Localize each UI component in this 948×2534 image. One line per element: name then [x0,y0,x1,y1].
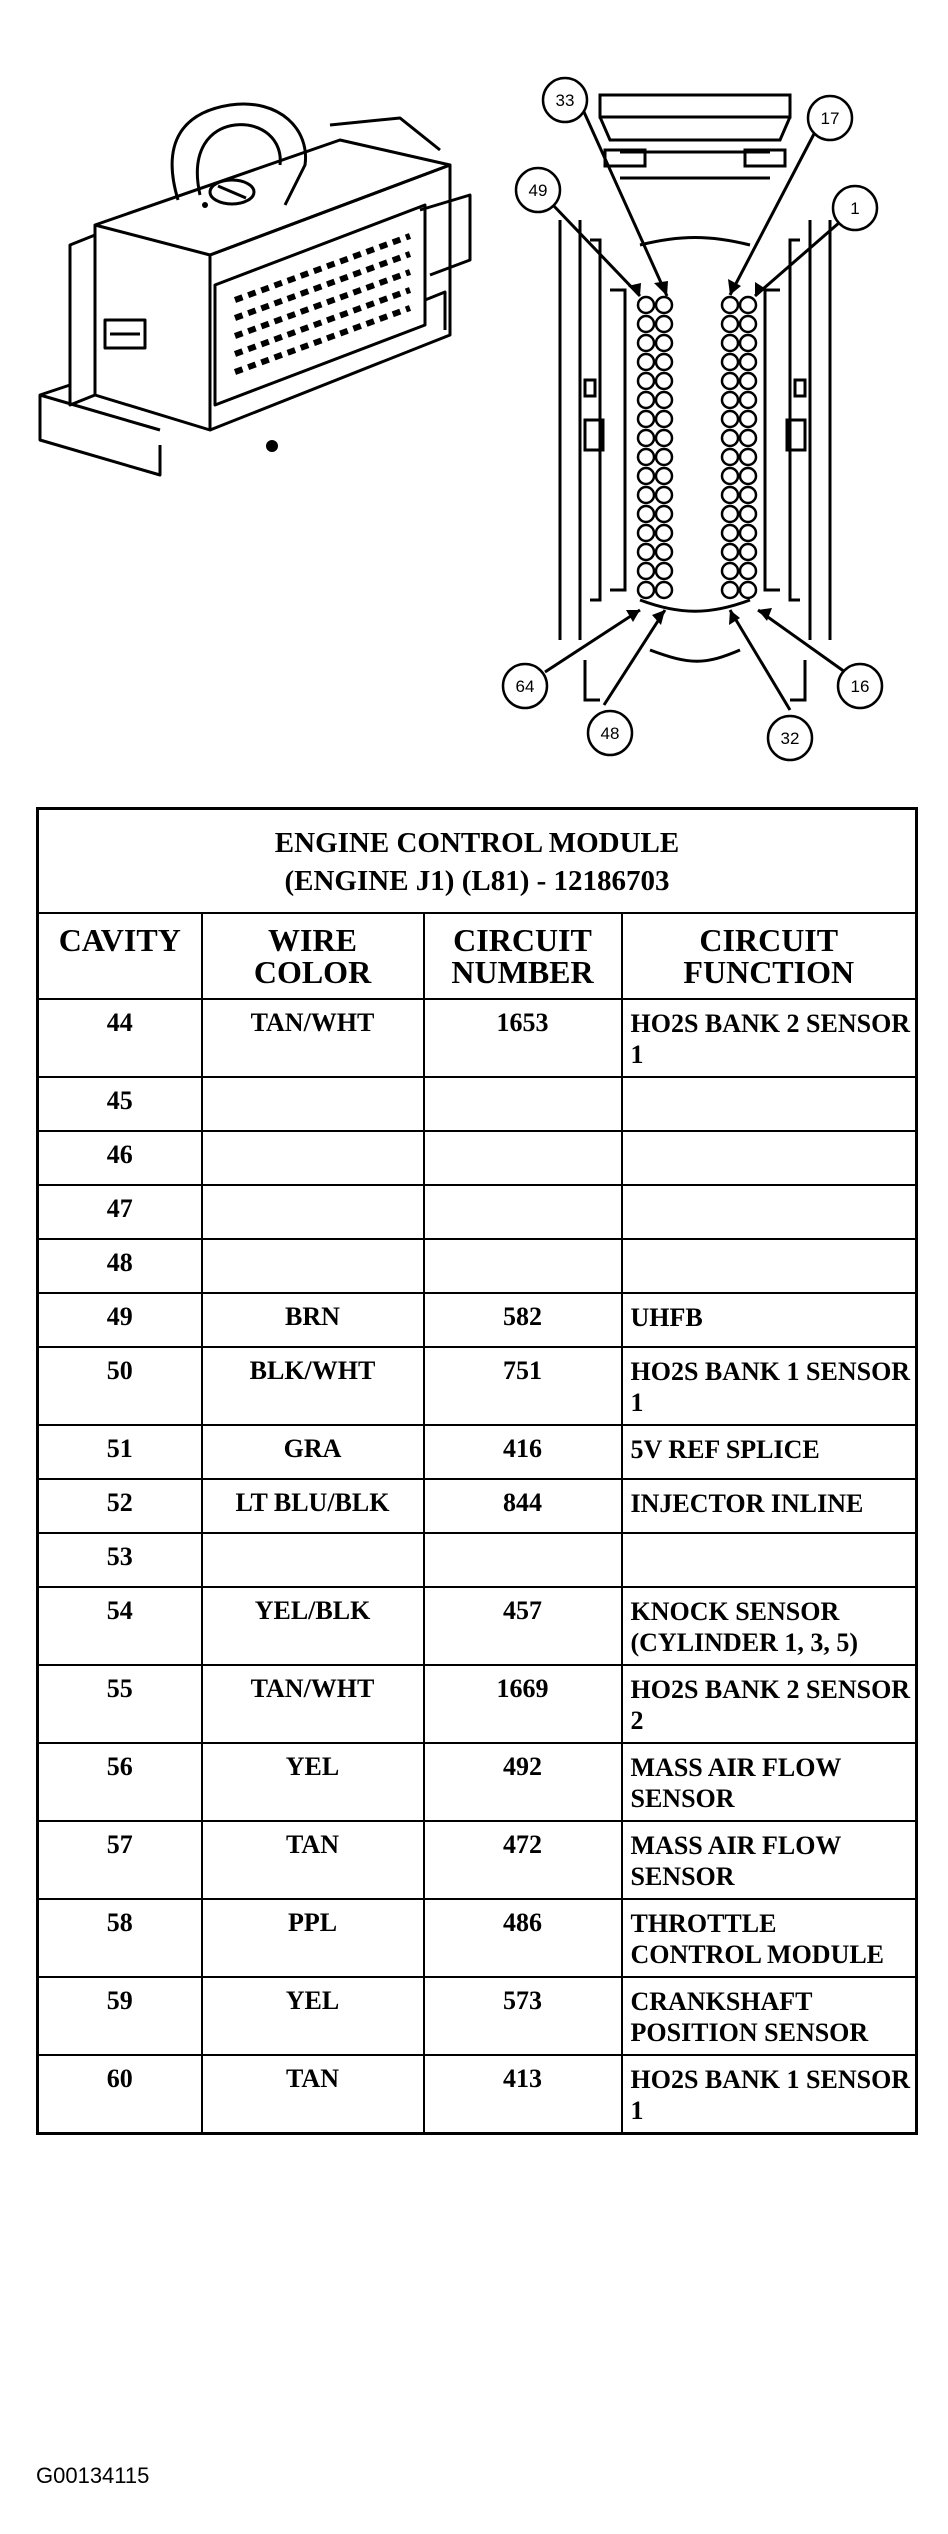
wire-color-cell: YEL [202,1743,424,1821]
pin-callout-48 [588,711,632,755]
pin-callout-33 [543,78,587,122]
circuit-number-cell: 751 [424,1347,622,1425]
cavity-cell: 58 [38,1899,202,1977]
svg-text:49: 49 [528,181,548,200]
pin-callout-64 [503,664,547,708]
cavity-hole [740,582,756,598]
wire-color-cell: BRN [202,1293,424,1347]
cavity-hole [740,544,756,560]
cavity-hole [638,297,654,313]
cavity-hole [638,411,654,427]
circuit-function-cell: HO2S BANK 2 SENSOR 1 [622,999,917,1077]
wire-color-cell: TAN [202,1821,424,1899]
svg-text:1: 1 [850,199,860,218]
cavity-hole [722,373,738,389]
cavity-hole [722,544,738,560]
table-row [38,1293,917,1347]
cavity-hole [638,582,654,598]
pin-callout-17 [808,96,852,140]
cavity-cell: 54 [38,1587,202,1665]
cavity-hole [656,335,672,351]
cavity-hole [656,354,672,370]
circuit-number-cell [424,1239,622,1293]
circuit-number-cell: 573 [424,1977,622,2055]
circuit-function-cell: MASS AIR FLOW SENSOR [622,1821,917,1899]
cavity-cell: 48 [38,1239,202,1293]
cavity-hole [656,582,672,598]
pin-callout-32 [768,716,812,760]
cavity-cell: 51 [38,1425,202,1479]
circuit-function-cell: CRANKSHAFT POSITION SENSOR [622,1977,917,2055]
cavity-hole [656,316,672,332]
cavity-hole [722,354,738,370]
circuit-function-cell: INJECTOR INLINE [622,1479,917,1533]
cavity-hole [656,430,672,446]
table-row [38,1131,917,1185]
table-title-line-1: ENGINE CONTROL MODULE [274,827,680,859]
table-body [38,999,917,2134]
cavity-hole [656,506,672,522]
cavity-hole [722,316,738,332]
header-circuit-number: CIRCUIT NUMBER [424,913,622,999]
header-circuit-function: CIRCUIT FUNCTION [622,913,917,999]
cavity-hole [656,544,672,560]
cavity-cell: 50 [38,1347,202,1425]
connector-illustration [0,0,948,790]
cavity-hole [638,563,654,579]
cavity-cell: 44 [38,999,202,1077]
wire-color-cell [202,1239,424,1293]
cavity-cell: 59 [38,1977,202,2055]
svg-text:64: 64 [515,677,535,696]
cavity-hole [722,563,738,579]
cavity-hole [740,411,756,427]
header-wire-color: WIRE COLOR [202,913,424,999]
cavity-hole [740,525,756,541]
cavity-cell: 53 [38,1533,202,1587]
table-row [38,1587,917,1665]
circuit-number-cell [424,1533,622,1587]
cavity-cell: 49 [38,1293,202,1347]
cavity-cell: 60 [38,2055,202,2134]
cavity-hole [740,373,756,389]
cavity-cell: 57 [38,1821,202,1899]
wire-color-cell: TAN/WHT [202,1665,424,1743]
cavity-hole [638,449,654,465]
cavity-hole [656,411,672,427]
wire-color-cell: PPL [202,1899,424,1977]
wire-color-cell: LT BLU/BLK [202,1479,424,1533]
cavity-hole [740,449,756,465]
wire-color-cell: TAN [202,2055,424,2134]
circuit-function-cell: THROTTLE CONTROL MODULE [622,1899,917,1977]
table-row [38,1665,917,1743]
cavity-hole [740,487,756,503]
cavity-hole [656,468,672,484]
pin-leader-lines [545,112,845,710]
circuit-number-cell: 416 [424,1425,622,1479]
table-row [38,1239,917,1293]
cavity-hole [638,316,654,332]
circuit-number-cell: 1669 [424,1665,622,1743]
circuit-number-cell: 1653 [424,999,622,1077]
circuit-function-cell: HO2S BANK 1 SENSOR 1 [622,1347,917,1425]
svg-text:16: 16 [850,677,870,696]
circuit-function-cell [622,1131,917,1185]
wire-color-cell: TAN/WHT [202,999,424,1077]
cavity-cell: 52 [38,1479,202,1533]
circuit-number-cell [424,1077,622,1131]
table-row [38,1077,917,1131]
connector-face-drawing [560,95,830,700]
circuit-number-cell: 472 [424,1821,622,1899]
cavity-hole [740,335,756,351]
cavity-cell: 46 [38,1131,202,1185]
cavity-hole [722,297,738,313]
cavity-hole [722,392,738,408]
cavity-cell: 55 [38,1665,202,1743]
cavity-hole [722,468,738,484]
cavity-hole [722,506,738,522]
cavity-hole [722,411,738,427]
cavity-hole [722,335,738,351]
circuit-function-cell: HO2S BANK 2 SENSOR 2 [622,1665,917,1743]
cavity-hole [740,297,756,313]
svg-text:17: 17 [820,109,840,128]
pin-callout-16 [838,664,882,708]
cavity-hole [656,392,672,408]
table-row [38,1977,917,2055]
circuit-number-cell: 844 [424,1479,622,1533]
circuit-number-cell: 486 [424,1899,622,1977]
cavity-hole [656,487,672,503]
wire-color-cell: GRA [202,1425,424,1479]
connector-cavities [638,297,756,598]
cavity-hole [638,544,654,560]
wire-color-cell: YEL/BLK [202,1587,424,1665]
document-id: G00134115 [36,2463,150,2488]
cavity-hole [740,468,756,484]
header-cavity: CAVITY [38,913,202,999]
svg-text:33: 33 [555,91,575,110]
cavity-hole [638,335,654,351]
cavity-hole [656,525,672,541]
table-row [38,1533,917,1587]
cavity-hole [722,487,738,503]
cavity-hole [638,392,654,408]
wire-color-cell: YEL [202,1977,424,2055]
circuit-function-cell: MASS AIR FLOW SENSOR [622,1743,917,1821]
cavity-hole [656,563,672,579]
cavity-hole [638,487,654,503]
cavity-hole [722,449,738,465]
wire-color-cell [202,1131,424,1185]
pin-callout-1 [833,186,877,230]
table-row [38,1185,917,1239]
circuit-function-cell [622,1185,917,1239]
wire-color-cell [202,1185,424,1239]
circuit-number-cell: 582 [424,1293,622,1347]
circuit-function-cell: HO2S BANK 1 SENSOR 1 [622,2055,917,2134]
cavity-hole [638,430,654,446]
cavity-hole [656,449,672,465]
circuit-function-cell [622,1077,917,1131]
wire-color-cell [202,1077,424,1131]
cavity-hole [638,506,654,522]
table-title [38,809,917,914]
circuit-function-cell [622,1239,917,1293]
pin-callout-49 [516,168,560,212]
table-row [38,1743,917,1821]
cavity-hole [740,563,756,579]
cavity-hole [656,373,672,389]
cavity-cell: 56 [38,1743,202,1821]
table-row [38,1347,917,1425]
table-row [38,1479,917,1533]
cavity-hole [740,506,756,522]
cavity-hole [740,354,756,370]
circuit-number-cell [424,1131,622,1185]
circuit-number-cell: 413 [424,2055,622,2134]
table-row [38,1899,917,1977]
circuit-function-cell: UHFB [622,1293,917,1347]
cavity-hole [722,525,738,541]
table-row [38,2055,917,2134]
circuit-number-cell: 457 [424,1587,622,1665]
table-row [38,1821,917,1899]
table-row [38,999,917,1077]
cavity-hole [740,316,756,332]
cavity-hole [638,354,654,370]
svg-text:32: 32 [780,729,800,748]
wire-color-cell [202,1533,424,1587]
table-row [38,1425,917,1479]
cavity-hole [740,430,756,446]
cavity-hole [638,525,654,541]
cavity-hole [722,430,738,446]
connector-pin-field [202,202,410,452]
cavity-cell: 47 [38,1185,202,1239]
circuit-function-cell: 5V REF SPLICE [622,1425,917,1479]
table-header-row [38,913,917,999]
circuit-number-cell [424,1185,622,1239]
table-title-row [38,809,917,914]
cavity-hole [638,373,654,389]
circuit-function-cell [622,1533,917,1587]
circuit-number-cell: 492 [424,1743,622,1821]
cavity-hole [740,392,756,408]
pinout-table [36,807,918,2135]
cavity-hole [638,468,654,484]
svg-text:48: 48 [600,724,620,743]
cavity-hole [656,297,672,313]
table-title-line-2: (ENGINE J1) (L81) - 12186703 [284,865,670,897]
cavity-cell: 45 [38,1077,202,1131]
cavity-hole [722,582,738,598]
wire-color-cell: BLK/WHT [202,1347,424,1425]
circuit-function-cell: KNOCK SENSOR (CYLINDER 1, 3, 5) [622,1587,917,1665]
